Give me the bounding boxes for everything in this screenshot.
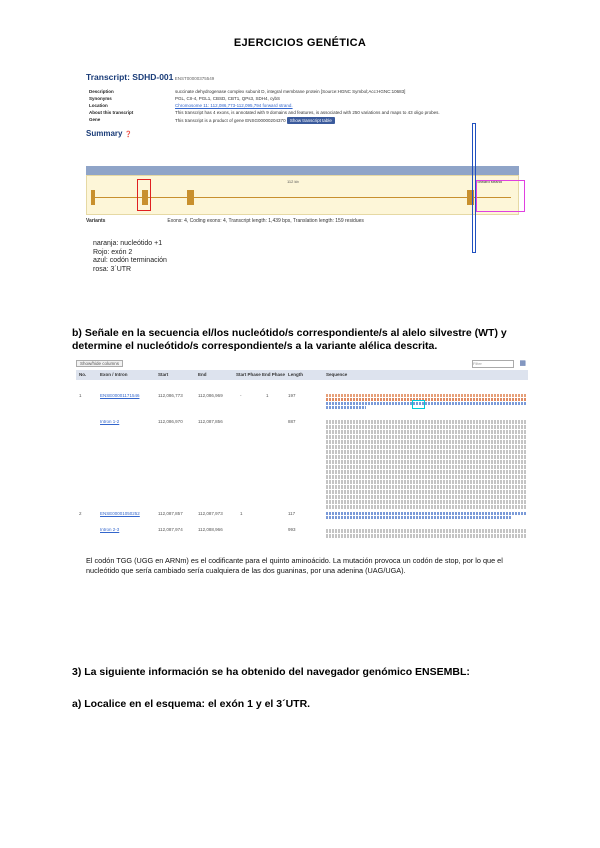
legend-item: azul: codón terminación [93,257,167,264]
table-header: No. Exon / Intron Start End Start Phase End Phase Length Sequence [76,370,528,380]
variants-row: Variants Exons: 4, Coding exons: 4, Transcript length: 1,439 bps, Translation length: 159 residues [86,218,364,224]
exon-3 [187,190,194,205]
exon-2-sequence [326,511,526,523]
legend-item: Rojo: exón 2 [93,248,133,256]
page-title: EJERCICIOS GENÉTICA [233,37,367,49]
sequence-table: Show/hide columns Filter ▦ No. Exon / Intron Start End Start Phase End Phase Length Sequence 1 ENSE00001171546 112,086,773 112,086,969 - 1 197 Intron 1-2 112,086,970 112,087,856 887 2 ENSE00001050252 112,087,857 112,087,973 1 117 Intron 2-3 112,087,974 112,088,966 993 [76,359,528,539]
exon-1 [91,190,95,205]
question-3: 3) La siguiente información se ha obtenido del navegador genómico ENSEMBL: [72,666,470,678]
legend-item: rosa: 3´UTR [93,265,132,273]
summary-heading: Summary ❓ [86,129,133,138]
transcript-track [86,175,519,215]
transcript-heading: Transcript: SDHD-001 [86,72,174,82]
filter-input[interactable]: Filter [472,360,514,368]
exon-1-sequence [326,393,526,413]
info-row-synonyms: Synonyms PGL, CII-4, PGL1, CBSD, CBT1, QPs3, SDH4, cybS [89,96,281,101]
answer-paragraph: El codón TGG (UGG en ARNm) es el codificante para el quinto aminoácido. La mutación provoca un codón de stop, por lo que el nucleótido que sería cambiado sería cualquiera de las dos guaninas, por una adenina (UAG/UGA). [86,556,503,575]
transcript-id: ENST00000375549 [174,76,215,81]
scale-label: 112 kb [287,179,299,184]
export-icon[interactable]: ▦ [519,360,526,367]
track-header [86,166,519,175]
intron-2-3-sequence [326,528,526,538]
blue-marker-line [472,123,476,253]
color-legend [93,240,167,274]
question-b: b) Señale en la secuencia el/los nucleótido/s correspondiente/s al alelo silvestre (WT) y determine el nucleótido/s correspondiente/s a la variante alélica descrita. [72,327,507,352]
red-highlight-box [137,179,151,211]
cyan-highlight-box [412,400,425,409]
intron-line [91,197,511,198]
info-row-about: About this transcript This transcript has 4 exons, is annotated with 9 domains and features, is associated with 250 variations and maps to 43 oligo probes. [89,110,440,115]
legend-item: naranja: nucleótido +1 [93,240,163,247]
transcript-info-table [86,88,443,125]
strand-label: Forward strand [475,179,502,184]
intron-1-2-sequence [326,419,526,509]
transcript-figure [86,72,526,232]
info-row-gene: Gene This transcript is a product of gene ENSG00000204370 Show transcript table [86,116,443,125]
help-icon: ❓ [124,132,133,138]
show-hide-columns-button[interactable]: Show/hide columns [76,360,123,367]
info-row-description: Description succinate dehydrogenase complex subunit D, integral membrane protein [Source:HGNC Symbol;Acc:HGNC:10683] [89,89,406,94]
info-row-location: Location Chromosome 11: 112,086,773-112,095,794 forward strand. [89,103,293,108]
pink-highlight-box [476,180,525,212]
show-transcript-table-button[interactable]: Show transcript table [287,117,335,124]
question-3a: a) Localice en el esquema: el exón 1 y el 3´UTR. [72,698,311,710]
